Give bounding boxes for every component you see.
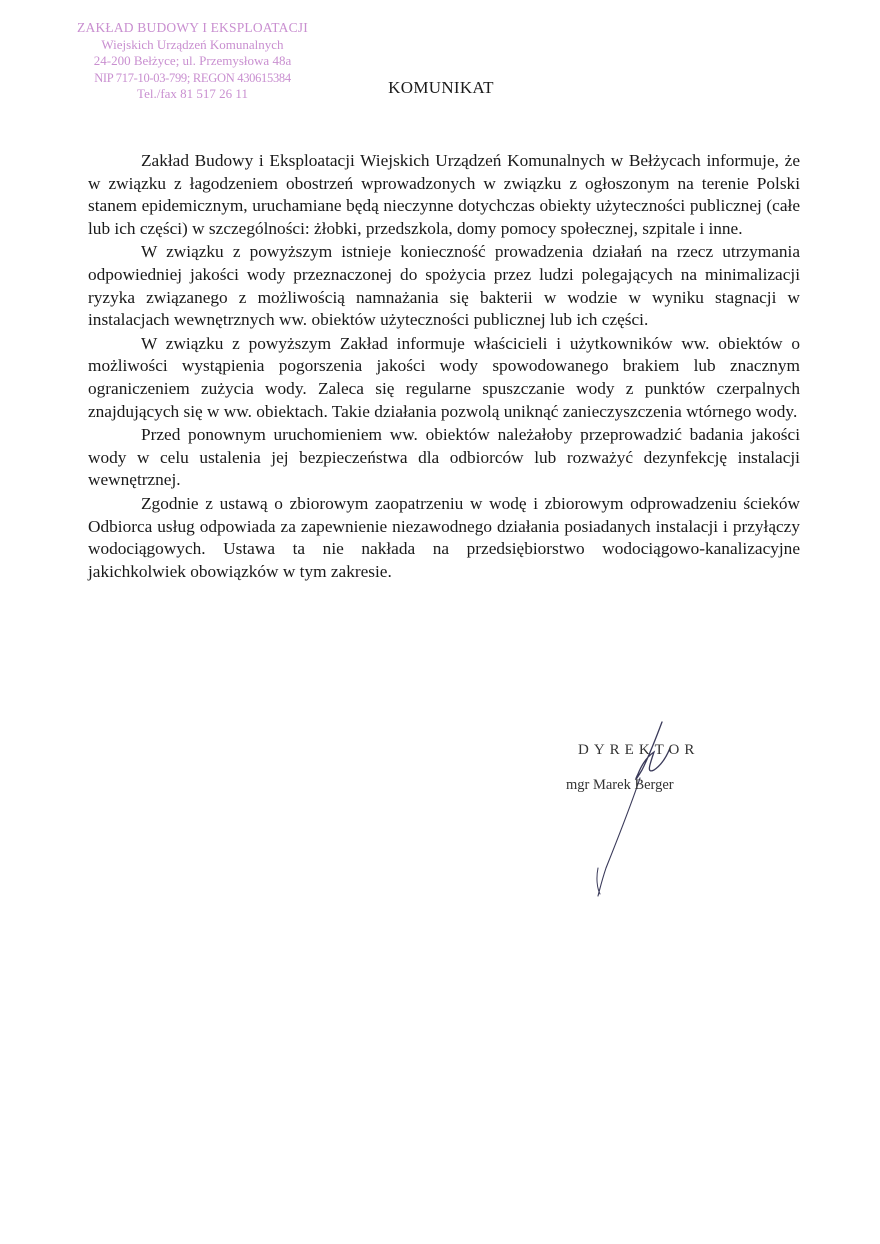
stamp-line-nip-regon: NIP 717-10-03-799; REGON 430615384: [94, 70, 291, 85]
stamp-line-phone: Tel./fax 81 517 26 11: [137, 86, 248, 101]
stamp-line-address: 24-200 Bełżyce; ul. Przemysłowa 48a: [93, 53, 292, 68]
stamp-line-company-cont: Wiejskich Urządzeń Komunalnych: [101, 36, 284, 52]
stamp-line-company: ZAKŁAD BUDOWY I EKSPLOATACJI: [77, 20, 308, 35]
signatory-name: mgr Marek Berger: [566, 777, 674, 793]
signature-block: [560, 742, 760, 794]
document-title: [0, 78, 880, 98]
document-title-text: KOMUNIKAT: [388, 78, 494, 97]
signatory-role: DYREKTOR: [578, 742, 700, 758]
paragraph-5: Zgodnie z ustawą o zbiorowym zaopatrzeniu w wodę i zbiorowym odprowadzeniu ścieków Odbiorca usług odpowiada za zapewnienie niezawodnego działania posiadanych instalacji i przyłączy wodociągowych. Ustawa ta nie nakłada na przedsiębiorstwo wodociągowo-kanalizacyjne jakichkolwiek obowiązków w tym zakresie.: [88, 493, 800, 581]
document-body: [88, 150, 800, 584]
paragraph-4: Przed ponownym uruchomieniem ww. obiektów należałoby przeprowadzić badania jakości wody w celu ustalenia jej bezpieczeństwa dla odbiorców lub rozważyć dezynfekcję instalacji wewnętrznej.: [88, 425, 800, 490]
paragraph-3: W związku z powyższym Zakład informuje właścicieli i użytkowników ww. obiektów o możliwości wystąpienia pogorszenia jakości wody spowodowanego brakiem lub znacznym ograniczeniem zużycia wody. Zaleca się regularne spuszczanie wody z punktów czerpalnych znajdujących się w ww. obiektach. Takie działania pozwolą uniknąć zanieczyszczenia wtórnego wody.: [88, 333, 800, 421]
paragraph-1: Zakład Budowy i Eksploatacji Wiejskich Urządzeń Komunalnych w Bełżycach informuje, że w związku z łagodzeniem obostrzeń wprowadzonych w związku z ogłoszonym na terenie Polski stanem epidemicznym, uruchamiane będą nieczynne dotychczas obiekty użyteczności publicznej (całe lub ich części) w szczególności: żłobki, przedszkola, domy pomocy społecznej, szpitale i inne.: [88, 151, 800, 238]
paragraph-2: W związku z powyższym istnieje konieczność prowadzenia działań na rzecz utrzymania odpowiedniej jakości wody przeznaczonej do spożycia przez ludzi polegających na minimalizacji ryzyka związanego z możliwością namnażania się bakterii w wodzie w wyniku stagnacji w instalacjach wewnętrznych ww. obiektów użyteczności publicznej lub ich części.: [88, 242, 800, 330]
